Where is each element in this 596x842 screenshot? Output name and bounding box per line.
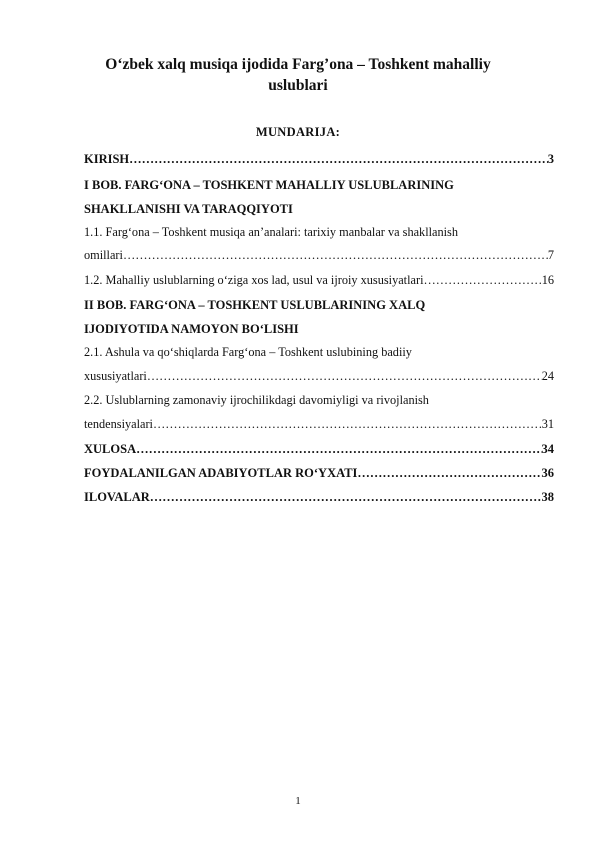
toc-entry-section-2-1 xyxy=(84,366,554,386)
toc-page-number: 16 xyxy=(541,273,554,287)
toc-leader xyxy=(423,270,541,290)
toc-page-number: 24 xyxy=(541,369,554,383)
contents-heading: MUNDARIJA: xyxy=(255,125,341,139)
toc-label: tendensiyalari xyxy=(84,417,153,431)
toc-section-1-1-line: 1.1. Farg‘ona – Toshkent musiqa an’analari: tarixiy manbalar va shakllanish xyxy=(84,225,458,239)
toc-entry-section-1-2 xyxy=(84,270,554,290)
toc-leader xyxy=(357,463,541,483)
toc-entry-section-1-1 xyxy=(84,245,554,265)
toc-chapter-2-heading: II BOB. FARG‘ONA – TOSHKENT USLUBLARINING XALQ xyxy=(84,298,426,312)
toc-label: ILOVALAR xyxy=(84,490,150,504)
toc-label: KIRISH xyxy=(84,152,130,166)
toc-page-number: 34 xyxy=(541,442,554,456)
toc-section-2-2-line: 2.2. Uslublarning zamonaviy ijrochilikdagi davomiyligi va rivojlanish xyxy=(84,393,429,407)
toc-label: FOYDALANILGAN ADABIYOTLAR RO‘YXATI xyxy=(84,466,358,480)
toc-leader xyxy=(129,149,548,169)
toc-chapter-1-heading: I BOB. FARG‘ONA – TOSHKENT MAHALLIY USLUBLARINING xyxy=(84,178,454,192)
document-title-line-2: uslublari xyxy=(268,77,328,94)
document-title-line-1: O‘zbek xalq musiqa ijodida Farg’ona – Toshkent mahalliy xyxy=(105,56,491,73)
toc-leader xyxy=(136,439,541,459)
toc-leader xyxy=(153,414,542,434)
toc-label: XULOSA xyxy=(84,442,137,456)
toc-page-number: 7 xyxy=(547,248,554,262)
toc-chapter-2-heading-cont: IJODIYOTIDA NAMOYON BO‘LISHI xyxy=(84,322,299,336)
toc-page-number: 31 xyxy=(541,417,554,431)
toc-entry-adabiyotlar xyxy=(84,463,554,483)
page-number: 1 xyxy=(295,795,301,807)
toc-entry-xulosa xyxy=(84,439,554,459)
toc-page-number: 3 xyxy=(547,152,554,166)
toc-label: xususiyatlari xyxy=(84,369,147,383)
toc-section-2-1-line: 2.1. Ashula va qo‘shiqlarda Farg‘ona – Toshkent uslubining badiiy xyxy=(84,345,412,359)
toc-label: 1.2. Mahalliy uslublarning o‘ziga xos lad, usul va ijroiy xususiyatlari xyxy=(84,273,424,287)
toc-entry-ilovalar xyxy=(84,487,554,507)
toc-chapter-1-heading-cont: SHAKLLANISHI VA TARAQQIYOTI xyxy=(84,202,293,216)
toc-page-number: 38 xyxy=(541,490,554,504)
toc-leader xyxy=(123,245,548,265)
toc-entry-section-2-2 xyxy=(84,414,554,434)
toc-entry-kirish xyxy=(84,149,554,169)
toc-leader xyxy=(147,366,542,386)
toc-label: omillari xyxy=(84,248,123,262)
toc-leader xyxy=(150,487,542,507)
toc-page-number: 36 xyxy=(541,466,554,480)
